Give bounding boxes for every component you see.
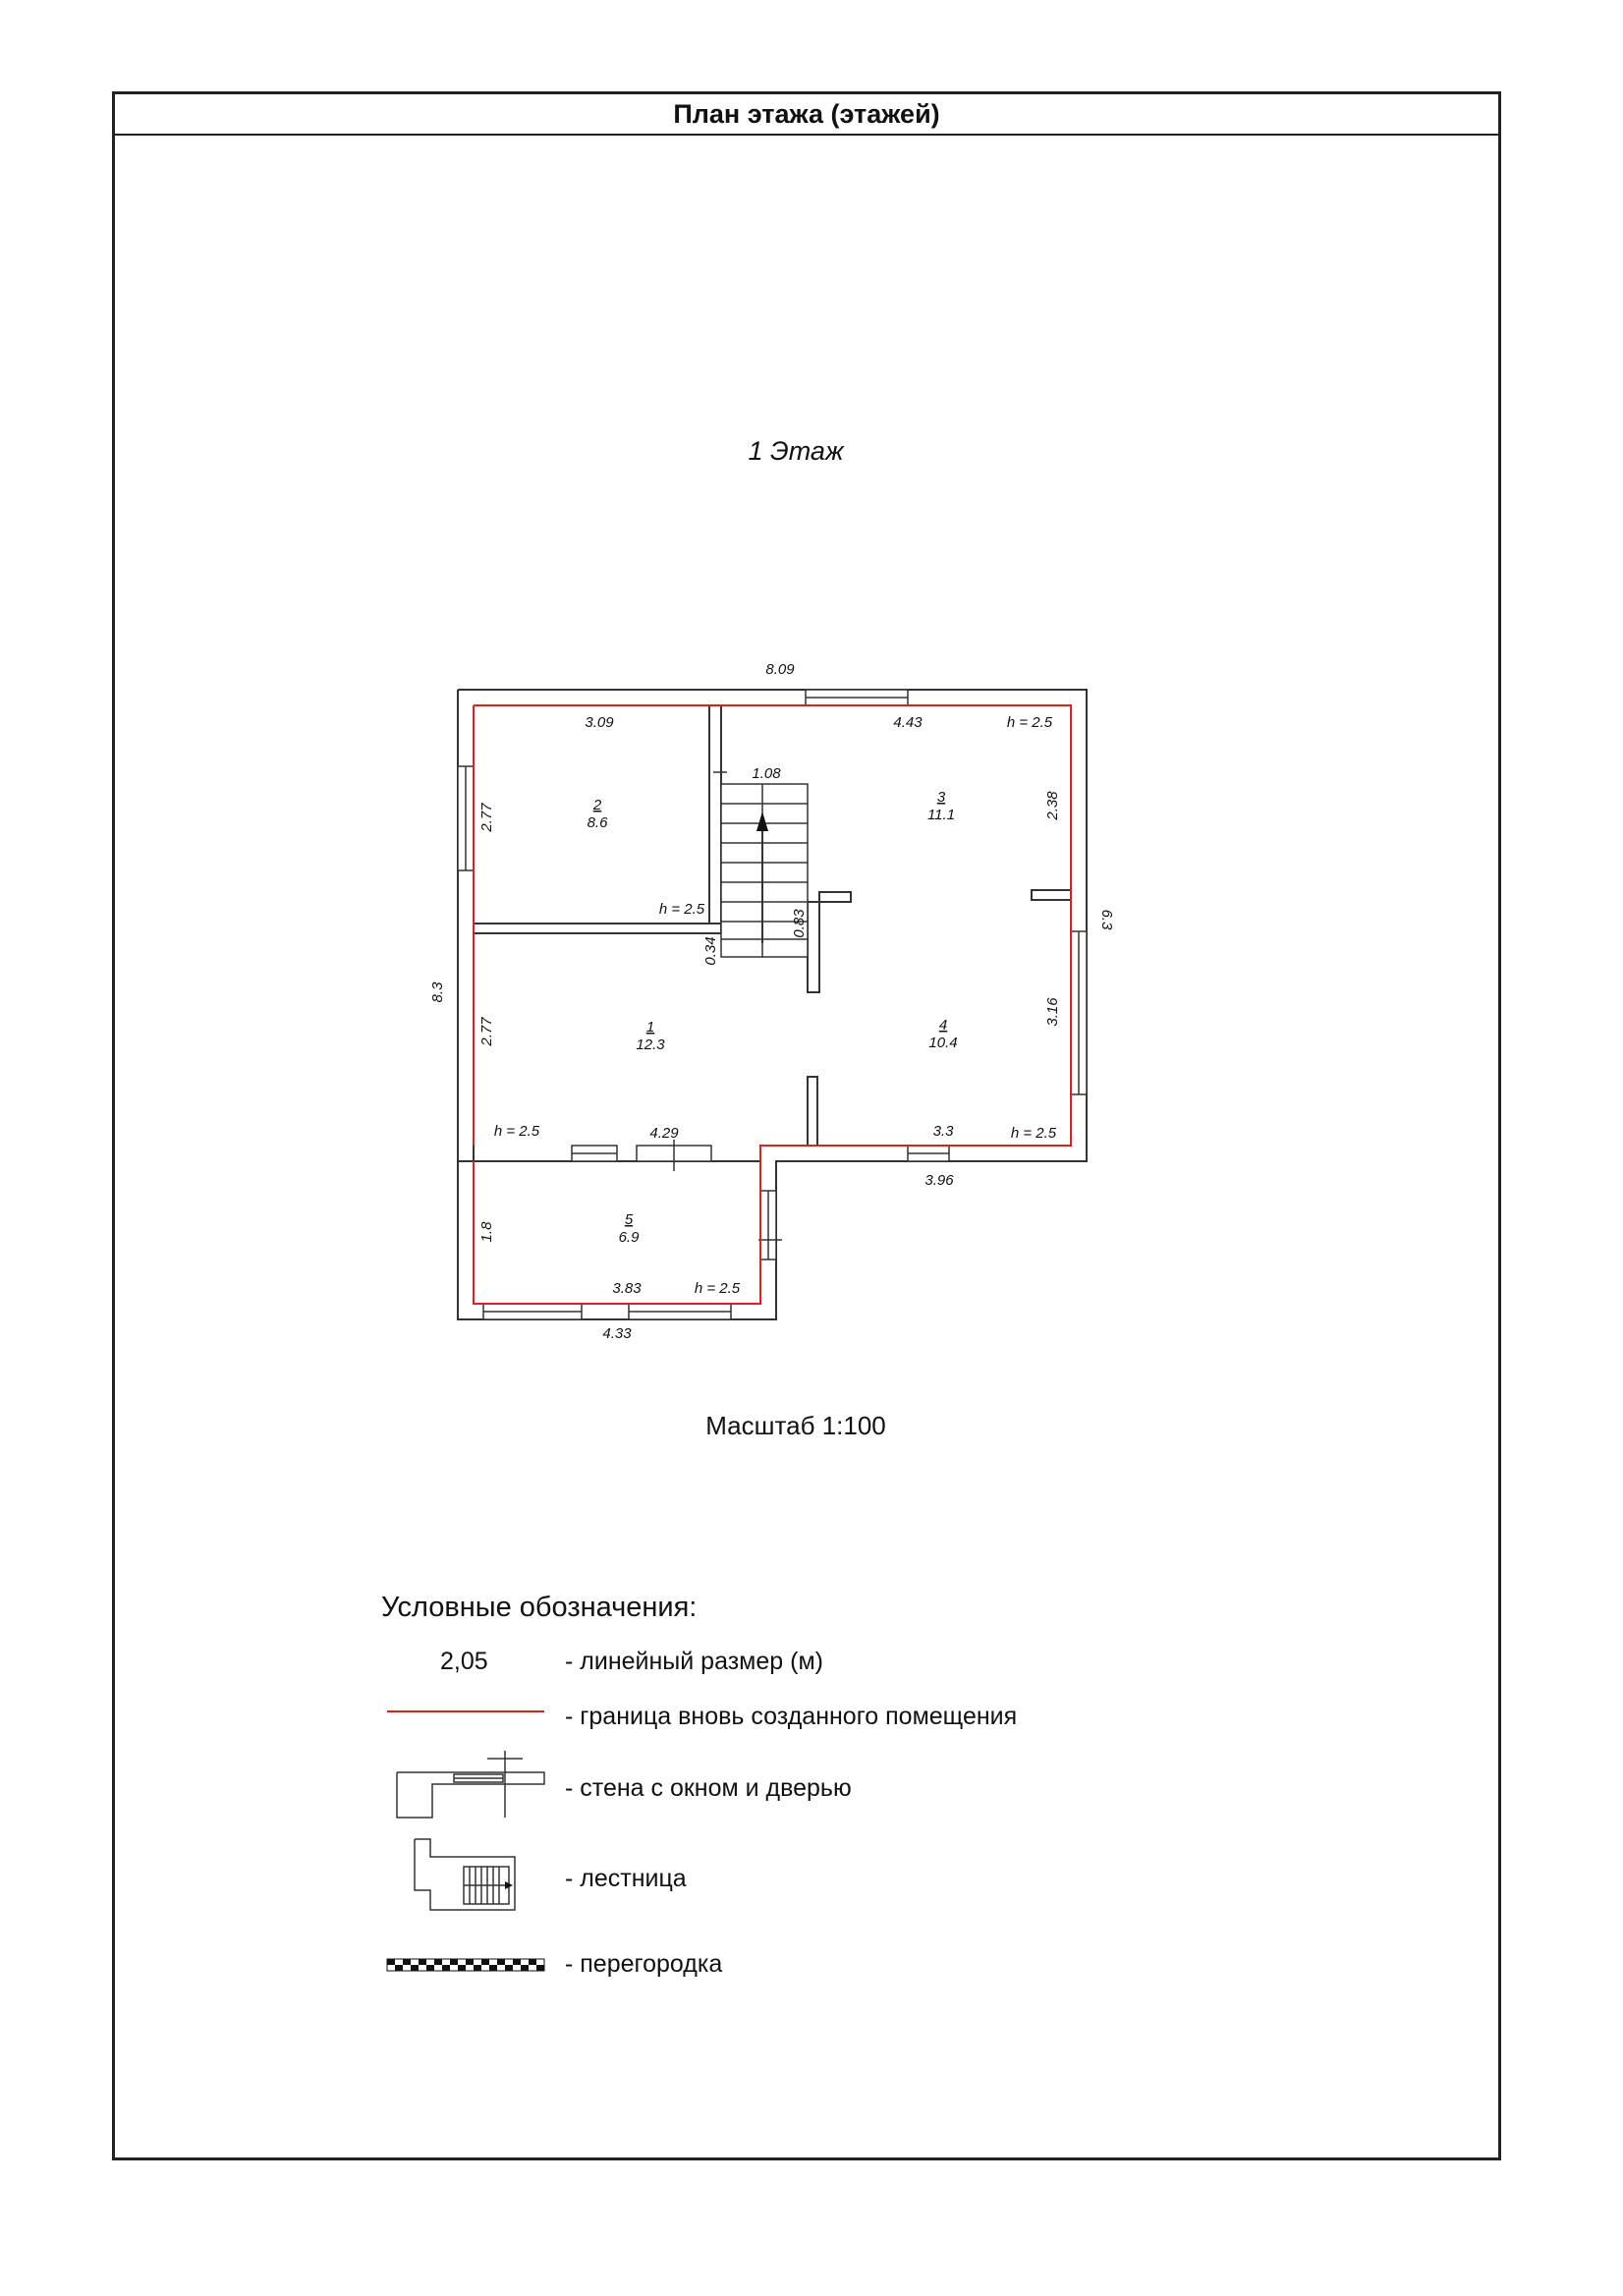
partition-checker-cell (434, 1959, 442, 1965)
partition-checker-cell (450, 1959, 458, 1965)
dim-height-right: 6.3 (1098, 909, 1115, 930)
dim-stair-width: 1.08 (752, 765, 781, 782)
dim-room3-top: 4.43 (893, 714, 923, 731)
partition-checker-cell (474, 1965, 481, 1971)
dim-room2-top: 3.09 (585, 714, 614, 731)
partition-checker-cell (466, 1959, 474, 1965)
dim-room1-height: h = 2.5 (493, 1123, 540, 1140)
dim-room2-height: h = 2.5 (658, 901, 705, 918)
room-2-area: 8.6 (587, 814, 608, 831)
dim-room4-height: h = 2.5 (1010, 1125, 1057, 1142)
room-3-area: 11.1 (926, 807, 956, 823)
dim-bottom-main: 3.96 (924, 1172, 954, 1189)
legend-symbols (387, 1711, 544, 1971)
scale-label: Масштаб 1:100 (705, 1411, 886, 1440)
partition-checker-cell (481, 1959, 489, 1965)
partition-checker-cell (536, 1965, 544, 1971)
dim-width-top: 8.09 (765, 661, 795, 678)
dim-stair-a: 0.83 (791, 909, 808, 938)
room-5-number: 5 (624, 1211, 634, 1228)
dim-room1-left: 2.77 (478, 1017, 495, 1046)
partition-checker-cell (529, 1959, 536, 1965)
partition-room2-bottom (474, 924, 721, 933)
stub-wall-middle (808, 1077, 817, 1146)
legend-item-wall: - стена с окном и дверью (565, 1774, 852, 1802)
legend-sample-value: 2,05 (440, 1648, 488, 1675)
partition-checker-cell (442, 1965, 450, 1971)
partition-checker-cell (489, 1965, 497, 1971)
dim-room1-bottom: 4.29 (649, 1125, 679, 1142)
legend-item-partition: - перегородка (565, 1950, 723, 1978)
page-title: План этажа (этажей) (115, 94, 1498, 136)
dim-stair-b: 0.34 (702, 936, 719, 966)
legend-item-dimension: - линейный размер (м) (565, 1648, 823, 1675)
floor-label: 1 Этаж (748, 436, 844, 466)
room-1-area: 12.3 (636, 1036, 665, 1053)
partition-checker-cell (513, 1959, 521, 1965)
room-4-area: 10.4 (928, 1035, 958, 1051)
legend-item-stair: - лестница (565, 1865, 687, 1892)
partition-checker-cell (497, 1959, 505, 1965)
partition-checker-cell (419, 1959, 426, 1965)
legend-wall-symbol (397, 1751, 544, 1818)
dim-height-left: 8.3 (429, 981, 446, 1003)
stub-wall-right (1032, 890, 1071, 900)
dim-room5-bottom: 3.83 (612, 1280, 642, 1297)
dim-room4-bottom: 3.3 (932, 1123, 954, 1140)
partition-checker-cell (411, 1965, 419, 1971)
dim-room4-right: 3.16 (1044, 997, 1061, 1027)
partition-checker-cell (426, 1965, 434, 1971)
dim-room3-height: h = 2.5 (1006, 714, 1053, 731)
dim-room3-right: 2.38 (1044, 791, 1061, 820)
dim-bottom-porch: 4.33 (602, 1325, 632, 1342)
partition-room2-right (709, 705, 721, 924)
dim-room5-left: 1.8 (478, 1221, 495, 1243)
legend-title: Условные обозначения: (381, 1592, 698, 1623)
room-1-number: 1 (645, 1019, 655, 1036)
partition-checker-cell (403, 1959, 411, 1965)
stub-wall-stair (808, 902, 819, 992)
room-4-number: 4 (938, 1017, 948, 1034)
stub-wall-stair-arm (819, 892, 851, 902)
room-5-area: 6.9 (618, 1229, 640, 1246)
partition-checker-cell (505, 1965, 513, 1971)
partition-checker-cell (395, 1965, 403, 1971)
room-2-number: 2 (592, 797, 602, 813)
legend-partition-symbol (387, 1959, 544, 1971)
legend-item-boundary: - граница вновь созданного помещения (565, 1703, 1018, 1730)
partition-checker-cell (387, 1959, 395, 1965)
dim-room2-left: 2.77 (478, 803, 495, 832)
partition-checker-cell (521, 1965, 529, 1971)
legend-stair-symbol (415, 1839, 515, 1910)
dim-room5-height: h = 2.5 (694, 1280, 741, 1297)
room-3-number: 3 (936, 789, 946, 806)
partition-checker-cell (458, 1965, 466, 1971)
